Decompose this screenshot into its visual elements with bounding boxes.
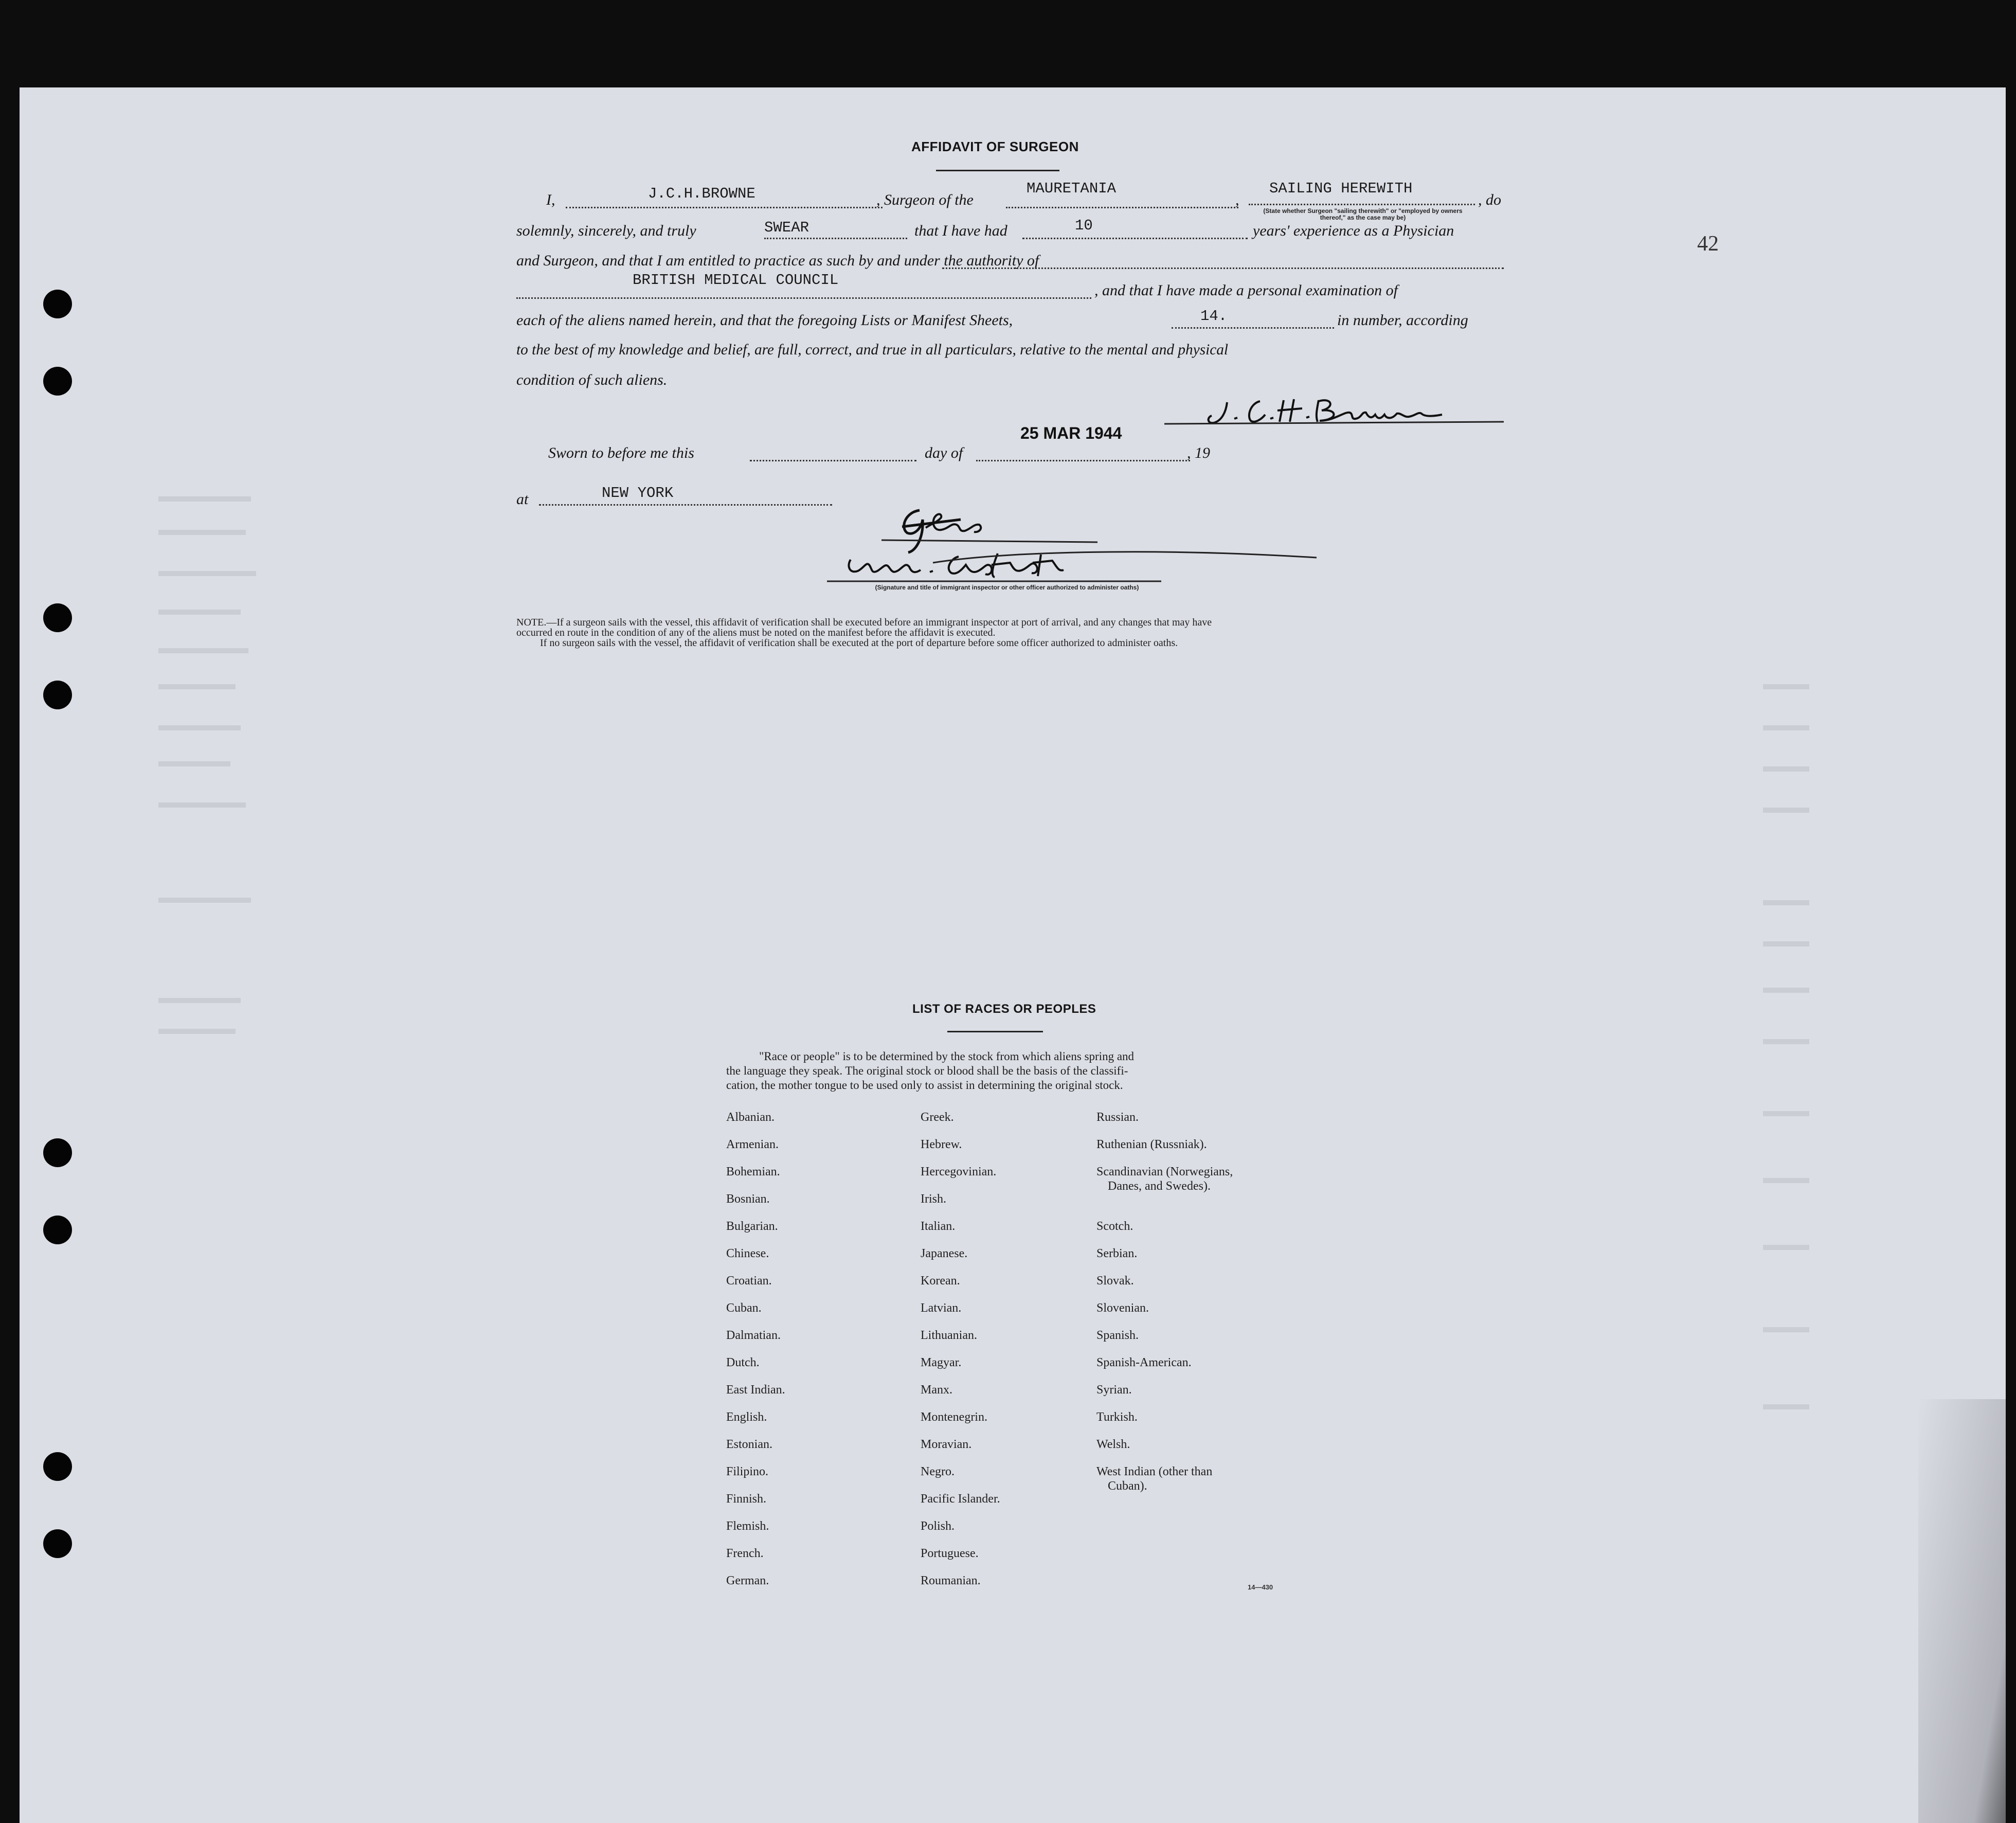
text-do: , do: [1478, 191, 1501, 208]
binder-hole: [43, 1529, 72, 1558]
text-condition: condition of such aliens.: [516, 371, 668, 388]
race-item: Scotch.: [1096, 1220, 1133, 1233]
race-item: Bohemian.: [726, 1165, 780, 1178]
race-item: Armenian.: [726, 1138, 779, 1151]
surgeon-name-field: J.C.H.BROWNE: [648, 185, 755, 202]
race-item: Finnish.: [726, 1492, 767, 1506]
years-line: [1022, 238, 1248, 239]
race-item: Magyar.: [921, 1356, 962, 1369]
race-item: Scandinavian (Norwegians,: [1096, 1165, 1233, 1178]
race-item: Flemish.: [726, 1520, 769, 1533]
races-intro-line-2: the language they speak. The original stock or blood shall be the basis of the classifi-: [726, 1064, 1128, 1077]
binder-hole: [43, 290, 72, 318]
race-item: West Indian (other than: [1096, 1465, 1213, 1478]
race-item: Croatian.: [726, 1274, 772, 1288]
place-field: NEW YORK: [602, 485, 674, 502]
sailing-status-note: (State whether Surgeon "sailing therewith" or "employed by owners thereof," as the case may be): [1263, 207, 1463, 221]
race-item: Dutch.: [726, 1356, 760, 1369]
sworn-day-line: [750, 460, 916, 461]
text-personal-exam: , and that I have made a personal examination of: [1094, 282, 1398, 299]
race-item: Danes, and Swedes).: [1108, 1179, 1211, 1193]
race-item: Moravian.: [921, 1438, 972, 1451]
text-that-i-have-had: that I have had: [914, 222, 1007, 239]
binder-hole: [43, 681, 72, 709]
text-sworn: Sworn to before me this: [548, 444, 694, 461]
authority-line: [516, 297, 1091, 299]
page-number: 42: [1697, 232, 1719, 256]
race-item: Spanish-American.: [1096, 1356, 1192, 1369]
race-item: Cuban.: [726, 1301, 762, 1315]
race-item: Polish.: [921, 1520, 955, 1533]
surgeon-name-line: [566, 207, 883, 208]
affidavit-note: [516, 617, 1212, 648]
race-item: Chinese.: [726, 1247, 769, 1260]
races-intro: [726, 1049, 1134, 1093]
race-item: Serbian.: [1096, 1247, 1138, 1260]
text-comma: ,: [1235, 191, 1239, 208]
race-item: Russian.: [1096, 1111, 1139, 1124]
race-item: Korean.: [921, 1274, 960, 1288]
races-title-rule: [947, 1031, 1043, 1032]
sailing-status-line: [1249, 204, 1475, 205]
race-item: Welsh.: [1096, 1438, 1130, 1451]
sheets-line: [1172, 327, 1334, 329]
inspector-signature-note: (Signature and title of immigrant inspector or other officer authorized to administer oaths): [875, 584, 1139, 591]
text-best-of-knowledge: to the best of my knowledge and belief, are full, correct, and true in all particulars, relative to the mental and physical: [516, 342, 1229, 358]
race-item: Syrian.: [1096, 1383, 1132, 1397]
race-item: English.: [726, 1410, 767, 1424]
race-item: Filipino.: [726, 1465, 769, 1478]
affidavit-title: AFFIDAVIT OF SURGEON: [911, 139, 1079, 154]
race-item: Pacific Islander.: [921, 1492, 1000, 1506]
date-stamp: 25 MAR 1944: [1020, 424, 1122, 442]
race-item: Bosnian.: [726, 1192, 770, 1206]
ship-name-field: MAURETANIA: [1027, 180, 1117, 197]
race-item: Greek.: [921, 1111, 954, 1124]
race-item: Turkish.: [1096, 1410, 1138, 1424]
race-item: Lithuanian.: [921, 1329, 977, 1342]
affidavit-title-rule: [936, 170, 1059, 171]
text-solemnly: solemnly, sincerely, and truly: [516, 222, 696, 239]
binder-hole: [43, 367, 72, 396]
text-day-of: day of: [925, 444, 963, 461]
binder-hole: [43, 1452, 72, 1481]
races-intro-line-3: cation, the mother tongue to be used only to assist in determining the original stock.: [726, 1079, 1123, 1092]
text-in-number: in number, according: [1337, 312, 1468, 329]
text-each-of-aliens: each of the aliens named herein, and that the foregoing Lists or Manifest Sheets,: [516, 312, 1013, 329]
manifest-page: [20, 87, 2006, 1823]
races-intro-line-1: "Race or people" is to be determined by the stock from which aliens spring and: [759, 1050, 1135, 1063]
oath-line: [764, 238, 907, 239]
oath-field: SWEAR: [764, 219, 809, 236]
races-title: LIST OF RACES OR PEOPLES: [912, 1002, 1096, 1016]
race-item: Latvian.: [921, 1301, 962, 1315]
sworn-date-line: [976, 460, 1190, 461]
text-and-surgeon: and Surgeon, and that I am entitled to practice as such by and under the authority of: [516, 252, 1039, 269]
race-item: Slovenian.: [1096, 1301, 1149, 1315]
note-line-2: occurred en route in the condition of any of the aliens must be noted on the manifest before the affidavit is executed.: [516, 627, 996, 638]
text-i: I,: [546, 191, 555, 208]
surgeon-signature: [1164, 386, 1514, 432]
race-item: Bulgarian.: [726, 1220, 778, 1233]
race-item: French.: [726, 1547, 764, 1560]
form-number: 14—430: [1248, 1583, 1273, 1591]
text-years-experience: years' experience as a Physician: [1253, 222, 1454, 239]
race-item: Negro.: [921, 1465, 955, 1478]
race-item: East Indian.: [726, 1383, 785, 1397]
note-line-3: If no surgeon sails with the vessel, the affidavit of verification shall be executed at the port of departure before some officer authorized to administer oaths.: [540, 637, 1178, 649]
race-item: Ruthenian (Russniak).: [1096, 1138, 1207, 1151]
place-line: [539, 504, 832, 506]
sailing-status-field: SAILING HEREWITH: [1269, 180, 1413, 197]
race-item: Spanish.: [1096, 1329, 1139, 1342]
race-item: German.: [726, 1574, 769, 1587]
text-at: at: [516, 491, 529, 508]
sheets-field: 14.: [1200, 308, 1228, 325]
race-item: Japanese.: [921, 1247, 968, 1260]
race-item: Estonian.: [726, 1438, 772, 1451]
binder-hole: [43, 1216, 72, 1244]
race-item: Hercegovinian.: [921, 1165, 997, 1178]
race-item: Irish.: [921, 1192, 946, 1206]
race-item: Manx.: [921, 1383, 952, 1397]
race-item: Hebrew.: [921, 1138, 962, 1151]
text-surgeon-of-the: , Surgeon of the: [876, 191, 974, 208]
ship-name-line: [1006, 207, 1238, 208]
race-item: Portuguese.: [921, 1547, 979, 1560]
race-item: Dalmatian.: [726, 1329, 781, 1342]
race-item: Italian.: [921, 1220, 956, 1233]
note-line-1: NOTE.—If a surgeon sails with the vessel, this affidavit of verification shall be executed before an immigrant inspector at port of arrival, and any changes that may have: [516, 617, 1212, 628]
race-item: Cuban).: [1108, 1479, 1147, 1493]
text-nineteen: , 19: [1187, 444, 1210, 461]
race-item: Albanian.: [726, 1111, 775, 1124]
authority-line-top: [942, 267, 1504, 269]
race-item: Montenegrin.: [921, 1410, 987, 1424]
binder-hole: [43, 1138, 72, 1167]
race-item: Roumanian.: [921, 1574, 981, 1587]
years-field: 10: [1075, 217, 1093, 234]
authority-field: BRITISH MEDICAL COUNCIL: [633, 272, 839, 289]
binder-hole: [43, 603, 72, 632]
race-item: Slovak.: [1096, 1274, 1134, 1288]
